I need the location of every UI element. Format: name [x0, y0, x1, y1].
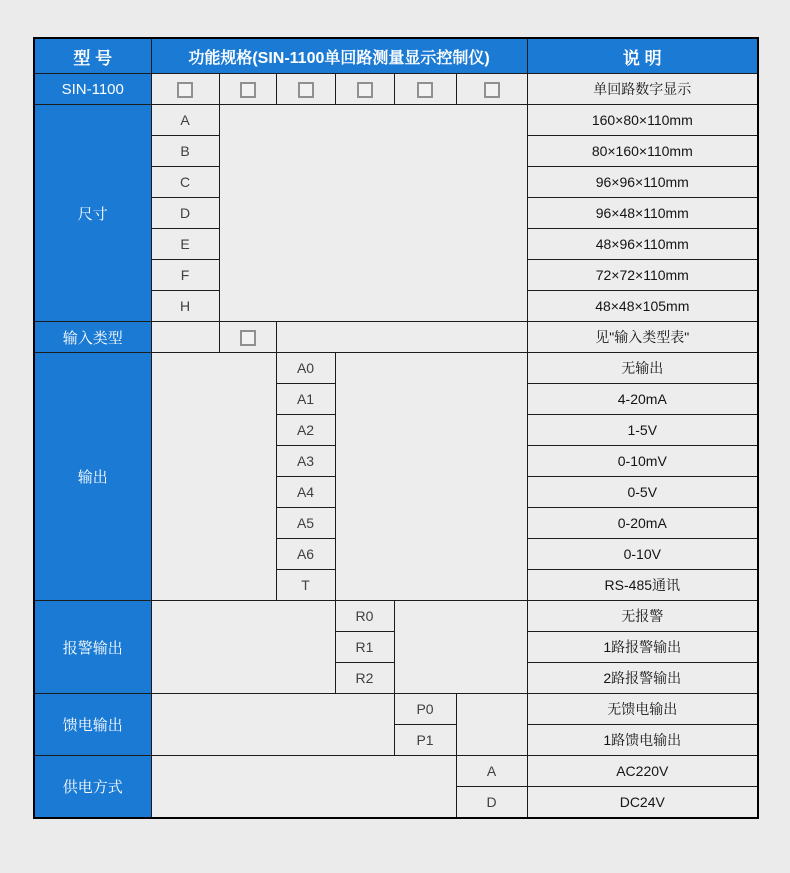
feed-section-label: 馈电输出	[34, 694, 151, 756]
output-section-label: 输出	[34, 353, 151, 601]
power-left-spacer-cell	[151, 756, 456, 819]
header-spec-label: 功能规格(SIN-1100单回路测量显示控制仪)	[151, 38, 527, 74]
alarm-section-label: 报警输出	[34, 601, 151, 694]
feed-row	[34, 694, 758, 725]
alarm-right-spacer-cell	[394, 601, 527, 694]
output-code-cell: A6	[276, 539, 335, 570]
size-desc-cell: 96×96×110mm	[527, 167, 758, 198]
checkbox-icon[interactable]	[177, 82, 193, 98]
output-code-cell: A4	[276, 477, 335, 508]
model-selection-table	[33, 37, 759, 819]
alarm-code-cell: R0	[335, 601, 394, 632]
header-model-label: 型 号	[34, 38, 151, 74]
size-code-cell: D	[151, 198, 219, 229]
output-code-cell: T	[276, 570, 335, 601]
output-desc-cell: 1-5V	[527, 415, 758, 446]
model-name-cell: SIN-1100	[34, 74, 151, 105]
alarm-desc-cell: 无报警	[527, 601, 758, 632]
output-left-spacer-cell	[151, 353, 276, 601]
input-type-option-cell	[219, 322, 276, 353]
output-desc-cell: 0-5V	[527, 477, 758, 508]
alarm-code-cell: R2	[335, 663, 394, 694]
model-desc-cell: 单回路数字显示	[527, 74, 758, 105]
output-right-spacer-cell	[335, 353, 527, 601]
output-code-cell: A1	[276, 384, 335, 415]
feed-right-spacer-cell	[456, 694, 527, 756]
size-code-cell: H	[151, 291, 219, 322]
table-header-row	[34, 38, 758, 74]
checkbox-icon[interactable]	[484, 82, 500, 98]
size-desc-cell: 160×80×110mm	[527, 105, 758, 136]
feed-code-cell: P0	[394, 694, 456, 725]
output-desc-cell: 0-10mV	[527, 446, 758, 477]
input-type-spacer-cell	[151, 322, 219, 353]
input-type-row	[34, 322, 758, 353]
checkbox-icon[interactable]	[298, 82, 314, 98]
output-desc-cell: 4-20mA	[527, 384, 758, 415]
power-code-cell: A	[456, 756, 527, 787]
model-row	[34, 74, 758, 105]
output-code-cell: A3	[276, 446, 335, 477]
alarm-desc-cell: 1路报警输出	[527, 632, 758, 663]
output-desc-cell: 0-20mA	[527, 508, 758, 539]
model-option-cell-4	[335, 74, 394, 105]
alarm-desc-cell: 2路报警输出	[527, 663, 758, 694]
size-spacer-cell	[219, 105, 527, 322]
size-code-cell: F	[151, 260, 219, 291]
checkbox-icon[interactable]	[417, 82, 433, 98]
size-code-cell: E	[151, 229, 219, 260]
output-code-cell: A0	[276, 353, 335, 384]
alarm-left-spacer-cell	[151, 601, 335, 694]
output-row	[34, 353, 758, 384]
power-code-cell: D	[456, 787, 527, 819]
output-code-cell: A2	[276, 415, 335, 446]
alarm-row	[34, 601, 758, 632]
input-type-spacer-cell	[276, 322, 527, 353]
output-desc-cell: 无输出	[527, 353, 758, 384]
size-code-cell: B	[151, 136, 219, 167]
power-desc-cell: DC24V	[527, 787, 758, 819]
model-option-cell-1	[151, 74, 219, 105]
size-row	[34, 105, 758, 136]
size-desc-cell: 96×48×110mm	[527, 198, 758, 229]
alarm-code-cell: R1	[335, 632, 394, 663]
output-desc-cell: RS-485通讯	[527, 570, 758, 601]
input-type-section-label: 输入类型	[34, 322, 151, 353]
size-desc-cell: 80×160×110mm	[527, 136, 758, 167]
size-code-cell: A	[151, 105, 219, 136]
checkbox-icon[interactable]	[357, 82, 373, 98]
checkbox-icon[interactable]	[240, 330, 256, 346]
output-desc-cell: 0-10V	[527, 539, 758, 570]
size-code-cell: C	[151, 167, 219, 198]
power-section-label: 供电方式	[34, 756, 151, 819]
feed-desc-cell: 1路馈电输出	[527, 725, 758, 756]
model-option-cell-2	[219, 74, 276, 105]
size-desc-cell: 72×72×110mm	[527, 260, 758, 291]
model-option-cell-6	[456, 74, 527, 105]
feed-desc-cell: 无馈电输出	[527, 694, 758, 725]
checkbox-icon[interactable]	[240, 82, 256, 98]
power-desc-cell: AC220V	[527, 756, 758, 787]
power-row	[34, 756, 758, 787]
feed-left-spacer-cell	[151, 694, 394, 756]
size-section-label: 尺寸	[34, 105, 151, 322]
model-option-cell-5	[394, 74, 456, 105]
output-code-cell: A5	[276, 508, 335, 539]
size-desc-cell: 48×96×110mm	[527, 229, 758, 260]
header-desc-label: 说 明	[527, 38, 758, 74]
input-type-desc-cell: 见"输入类型表"	[527, 322, 758, 353]
model-option-cell-3	[276, 74, 335, 105]
size-desc-cell: 48×48×105mm	[527, 291, 758, 322]
feed-code-cell: P1	[394, 725, 456, 756]
